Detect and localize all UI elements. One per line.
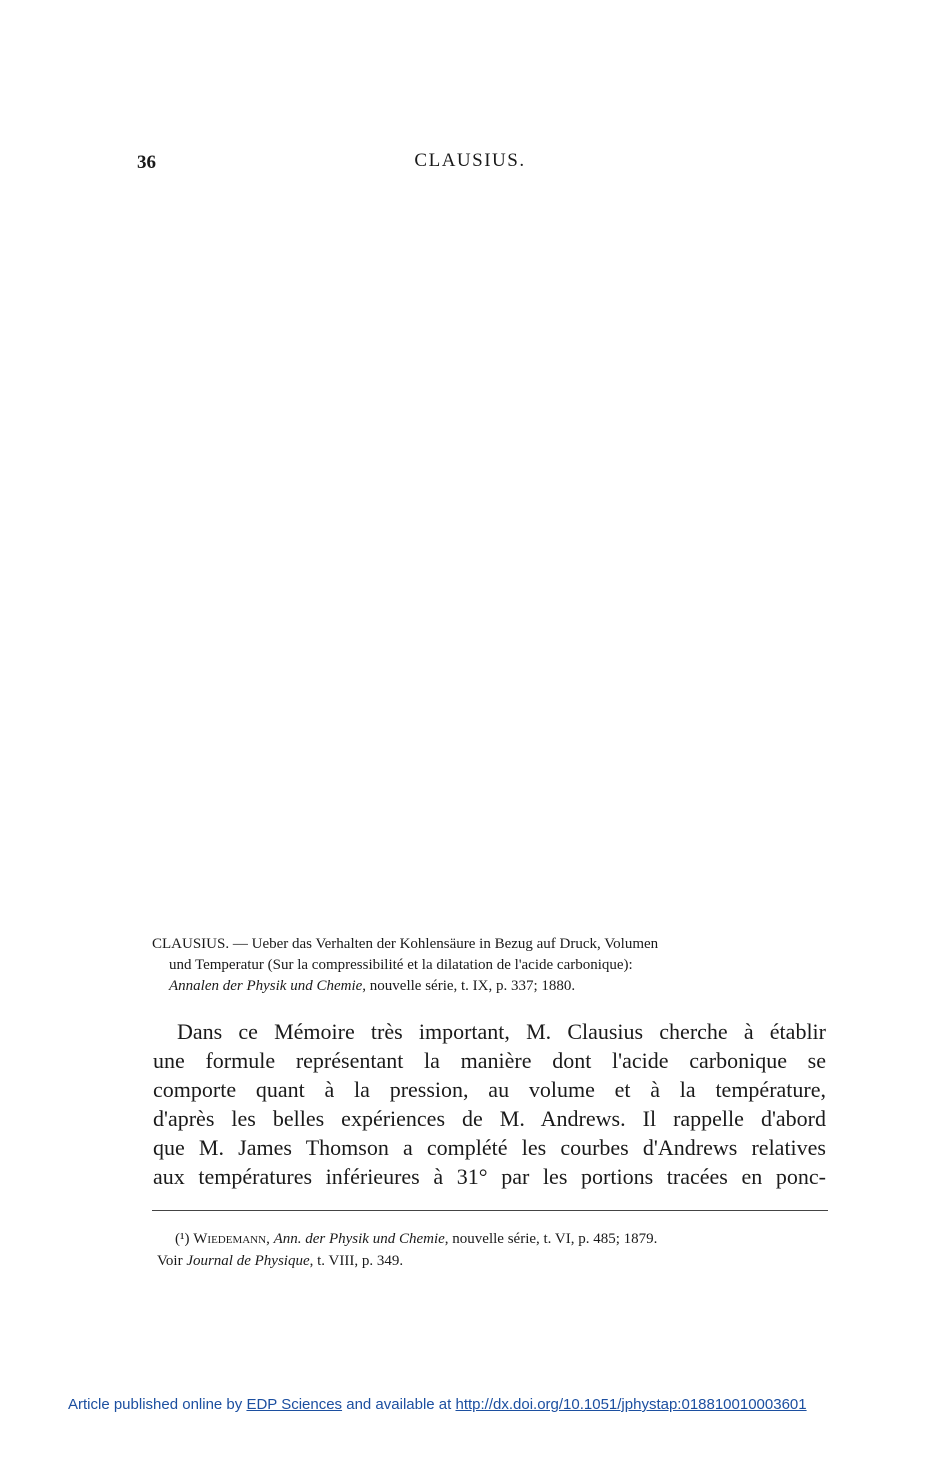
doi-link[interactable]: http://dx.doi.org/10.1051/jphystap:018810010003601 [455, 1396, 807, 1413]
running-title: CLAUSIUS. [414, 150, 526, 171]
footnote-author: Wiedemann [193, 1231, 267, 1247]
body-line: Dans ce Mémoire très important, M. Clausius cherche à établir [177, 1019, 826, 1044]
body-line: d'après les belles expériences de M. Andrews. Il rappelle d'abord [153, 1106, 826, 1131]
footnote-line-2 [157, 1250, 827, 1272]
footnote-details: , nouvelle série, t. VI, p. 485; 1879. [444, 1231, 658, 1247]
footnote-journal-2: Journal de Physique [186, 1253, 310, 1269]
body-line: une formule représentant la manière dont l'acide carbonique se [153, 1048, 826, 1073]
page-number: 36 [137, 152, 156, 173]
body-line: aux températures inférieures à 31° par les portions tracées en ponc- [153, 1164, 826, 1189]
body-line: que M. James Thomson a complété les courbes d'Andrews relatives [153, 1135, 826, 1160]
reference-title-part1: — Ueber das Verhalten der Kohlensäure in Bezug auf Druck, Volumen [229, 936, 659, 952]
footnote-line-1 [157, 1228, 827, 1250]
footnote-details-2: , t. VIII, p. 349. [309, 1253, 404, 1269]
publisher-middle: and available at [342, 1396, 456, 1413]
footnote [157, 1228, 827, 1272]
footnote-separator: , [266, 1231, 274, 1247]
reference-line-1 [152, 934, 824, 955]
body-paragraph [153, 1017, 826, 1191]
reference-line-2: und Temperatur (Sur la compressibilité et la dilatation de l'acide carbonique): [169, 957, 633, 973]
footnote-voir: Voir [157, 1253, 187, 1269]
bibliographic-reference [152, 934, 824, 997]
publisher-prefix: Article published online by [68, 1396, 247, 1413]
footnote-divider [152, 1210, 828, 1211]
reference-line-3 [152, 976, 824, 997]
publisher-link[interactable]: EDP Sciences [246, 1396, 343, 1413]
reference-author: CLAUSIUS. [152, 936, 230, 952]
body-line: comporte quant à la pression, au volume et à la température, [153, 1077, 826, 1102]
footnote-marker: (¹) [175, 1231, 194, 1247]
reference-journal: Annalen der Physik und Chemie [169, 978, 363, 994]
publisher-note [68, 1396, 807, 1413]
footnote-journal: Ann. der Physik und Chemie [273, 1231, 445, 1247]
reference-details: , nouvelle série, t. IX, p. 337; 1880. [362, 978, 576, 994]
